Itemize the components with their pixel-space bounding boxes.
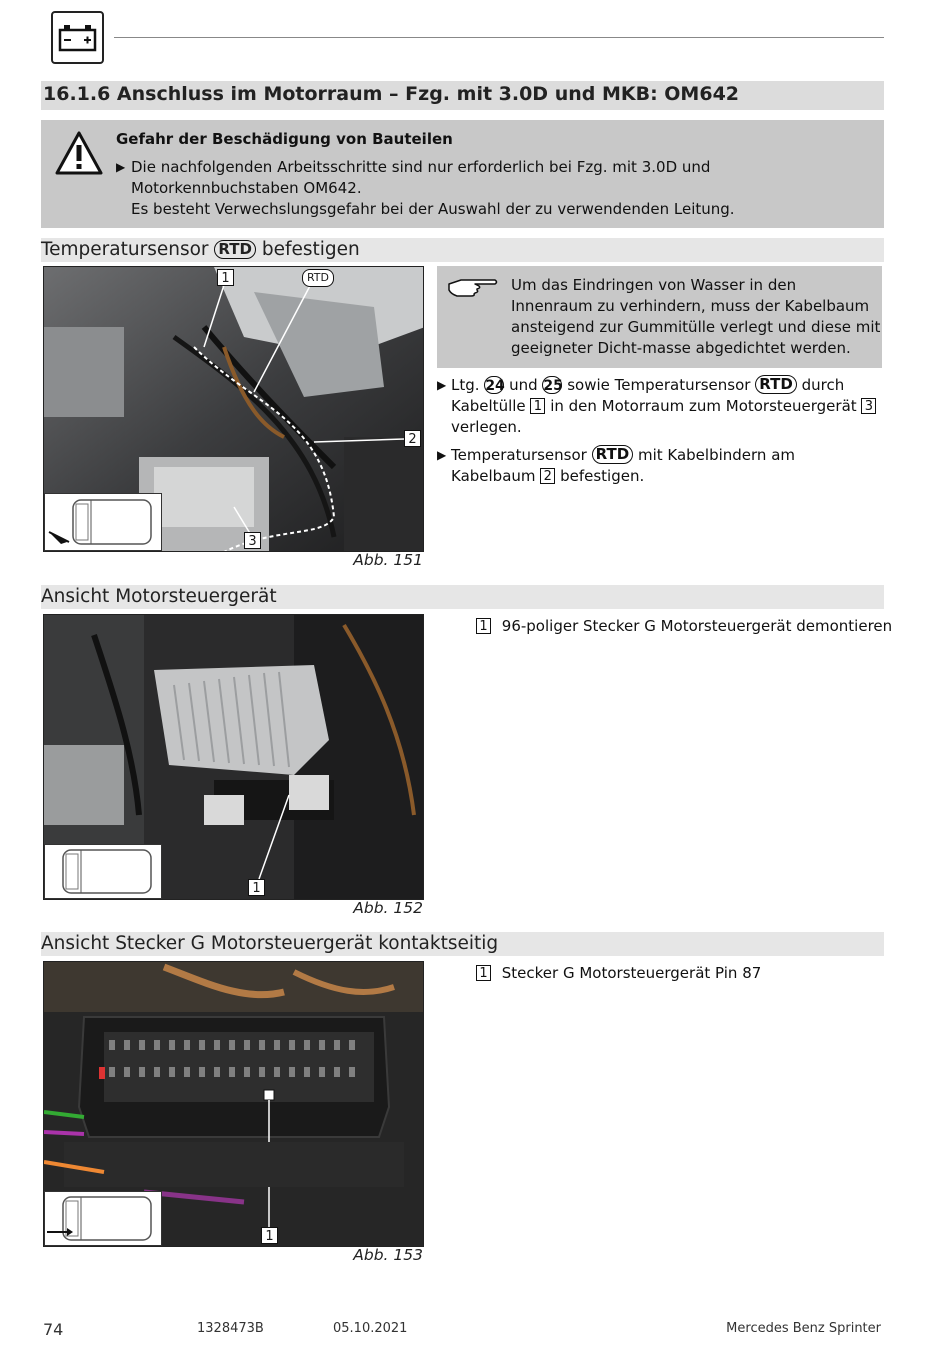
figure-caption: Abb. 152: [353, 899, 423, 917]
warning-text: [116, 157, 876, 220]
photo-connector: [43, 961, 424, 1247]
item-number-box: 2: [540, 468, 555, 484]
warning-triangle-icon: [55, 130, 103, 176]
callout-1: 1: [217, 269, 234, 286]
legend-text: 96-poliger Stecker G Motorsteuergerät demontieren: [501, 617, 893, 635]
bullet-triangle-icon: ▶: [437, 448, 447, 462]
section-title: 16.1.6 Anschluss im Motorraum – Fzg. mit 3.0D und MKB: OM642: [41, 81, 884, 110]
rtd-badge: RTD: [592, 445, 634, 464]
hint-text: Um das Eindringen von Wasser in den Innenraum zu verhindern, muss der Kabelbaum ansteigend zur Gummitülle verlegt und diese mit geeigneter Dicht-masse abgedichtet werden.: [511, 276, 881, 357]
warning-line-2: Es besteht Verwechslungsgefahr bei der Auswahl der zu verwendenden Leitung.: [131, 200, 735, 218]
battery-icon: [51, 11, 104, 64]
hint-box: [437, 266, 882, 368]
callout-1: 1: [261, 1227, 278, 1244]
item-number-box: 3: [861, 398, 876, 414]
step-text: verlegen.: [451, 418, 522, 436]
step-text: in den Motorraum zum Motorsteuergerät: [550, 397, 857, 415]
callout-rtd: RTD: [302, 269, 334, 287]
pointing-hand-icon: [447, 276, 499, 300]
rtd-badge: RTD: [214, 240, 256, 259]
item-number-box: 1: [530, 398, 545, 414]
step-text: mit Kabelbindern am Kabelbaum: [451, 446, 795, 485]
legend-item: [476, 617, 892, 635]
warning-heading: Gefahr der Beschädigung von Bauteilen: [116, 130, 453, 148]
item-number-box: 1: [476, 618, 491, 634]
callout-2: 2: [404, 430, 421, 447]
warning-line-1: Die nachfolgenden Arbeitsschritte sind nur erforderlich bei Fzg. mit 3.0D und Motorkennbuchstaben OM642.: [131, 158, 711, 197]
heading-text: Temperatursensor: [41, 239, 209, 260]
item-number-box: 1: [476, 965, 491, 981]
step-text: durch Kabeltülle: [451, 376, 845, 415]
step-text: Temperatursensor: [451, 446, 587, 464]
figure-caption: Abb. 153: [353, 1246, 423, 1264]
figure-caption: Abb. 151: [353, 551, 423, 569]
step-text: und: [509, 376, 538, 394]
subheading-motorsteuergeraet: Ansicht Motorsteuergerät: [41, 585, 884, 609]
heading-text: befestigen: [261, 239, 360, 260]
callout-1: 1: [248, 879, 265, 896]
step-text: Ltg.: [451, 376, 480, 394]
photo-engine-bay: [43, 266, 424, 552]
step-text: sowie Temperatursensor: [567, 376, 751, 394]
vehicle-location-thumbnail: [44, 844, 162, 899]
instruction-steps: [437, 375, 882, 494]
rtd-badge: RTD: [755, 375, 797, 394]
line-number-badge: 25: [543, 378, 563, 394]
step-2: [437, 445, 882, 487]
legend-text: Stecker G Motorsteuergerät Pin 87: [501, 964, 762, 982]
bullet-triangle-icon: ▶: [116, 160, 126, 174]
page-number: 74: [43, 1320, 64, 1339]
callout-3: 3: [244, 532, 261, 549]
document-date: 05.10.2021: [333, 1321, 408, 1336]
step-1: [437, 375, 882, 438]
vehicle-location-thumbnail: [44, 493, 162, 551]
subheading-stecker-g: Ansicht Stecker G Motorsteuergerät kontaktseitig: [41, 932, 884, 956]
bullet-triangle-icon: ▶: [437, 378, 447, 392]
photo-ecu: [43, 614, 424, 900]
vehicle-location-thumbnail: [44, 1191, 162, 1246]
line-number-badge: 24: [485, 378, 505, 394]
vehicle-name: Mercedes Benz Sprinter: [726, 1321, 881, 1336]
warning-box: [41, 120, 884, 228]
legend-item: [476, 964, 761, 982]
subheading-temperatursensor: [41, 238, 884, 262]
header-rule: [114, 37, 884, 38]
step-text: befestigen.: [560, 467, 645, 485]
document-number: 1328473B: [197, 1321, 264, 1336]
